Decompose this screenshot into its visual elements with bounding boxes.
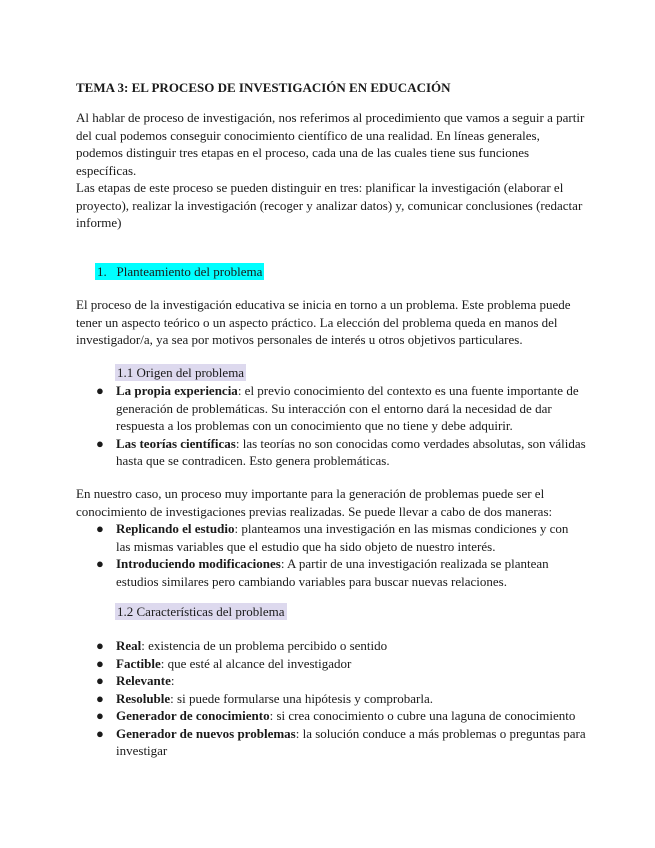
bullet-icon: ●: [96, 725, 104, 741]
list-item: [76, 555, 586, 590]
characteristics-list: [76, 637, 586, 760]
section-1-heading-highlight: [95, 263, 264, 280]
list-item-text: : si puede formularse una hipótesis y comprobarla.: [170, 690, 433, 706]
list-item-term: Resoluble: [116, 690, 171, 706]
case-section: [76, 485, 586, 590]
subsection-1-2-heading: [115, 603, 625, 621]
list-item-text: : si crea conocimiento o cubre una laguna de conocimiento: [269, 708, 576, 723]
intro-paragraph-1: Al hablar de proceso de investigación, nos referimos al procedimiento que vamos a seguir a partir del cual podemos conseguir conocimiento científico de una realidad. En líneas generales, podemos distinguir tres etapas en el proceso, cada una de las cuales tiene sus funciones específicas.: [76, 110, 585, 178]
subsection-1-1-heading-text: 1.1 Origen del problema: [117, 365, 245, 380]
bullet-icon: ●: [96, 435, 104, 451]
list-item-term: Factible: [116, 655, 161, 671]
bullet-icon: ●: [96, 690, 104, 706]
list-item: [76, 672, 586, 690]
list-item: [76, 690, 586, 708]
intro-paragraph-2: Las etapas de este proceso se pueden distinguir en tres: planificar la investigación (elaborar el proyecto), realizar la investigación (recoger y analizar datos) y, comunicar conclusiones (redactar informe): [76, 180, 583, 230]
subsection-1-1-heading: [115, 364, 625, 382]
title-text: TEMA 3: EL PROCESO DE INVESTIGACIÓN EN EDUCACIÓN: [76, 80, 451, 95]
case-paragraph: En nuestro caso, un proceso muy importante para la generación de problemas puede ser el conocimiento de investigaciones previas realizadas. Se puede llevar a cabo de dos maneras:: [76, 486, 553, 519]
section-1-heading: [95, 263, 605, 281]
list-item-text: : las teorías no son conocidas como verdades absolutas, son válidas hasta que se contradicen. Esto genera problemáticas.: [116, 435, 586, 468]
section-1-paragraph: [76, 296, 586, 349]
document-title: [76, 79, 586, 97]
subsection-1-2-heading-text: 1.2 Características del problema: [117, 604, 285, 619]
list-item-term: Las teorías científicas: [116, 435, 236, 451]
list-item-term: Generador de conocimiento: [116, 708, 270, 723]
bullet-icon: ●: [96, 556, 104, 571]
bullet-icon: ●: [96, 383, 104, 398]
bullet-icon: ●: [96, 708, 104, 723]
section-1-number: 1.: [97, 264, 107, 279]
list-item-term: Generador de nuevos problemas: [116, 725, 296, 741]
list-item-text: : planteamos una investigación en las mismas condiciones y con las mismas variables que el estudio que ha sido objeto de nuestro interés.: [116, 521, 569, 554]
section-1-paragraph-text: El proceso de la investigación educativa se inicia en torno a un problema. Este problema puede tener un aspecto teórico o un aspecto práctico. La elección del problema queda en manos del investigador/a, ya sea por motivos personales de interés u otros objetivos particulares.: [76, 297, 571, 347]
list-item-term: Real: [116, 638, 142, 653]
list-item-term: Introduciendo modificaciones: [116, 556, 281, 571]
section-1-heading-text: Planteamiento del problema: [116, 264, 263, 279]
list-item-text: :: [170, 673, 175, 688]
intro-section: [76, 109, 586, 232]
list-item: [76, 655, 586, 673]
list-item: [76, 725, 586, 760]
bullet-icon: ●: [96, 655, 104, 671]
list-item-text: : A partir de una investigación realizada se plantean estudios similares pero cambiando variables para buscar nuevas relaciones.: [116, 556, 549, 589]
list-item: [76, 435, 586, 470]
list-item: [76, 382, 586, 435]
list-item-text: : existencia de un problema percibido o sentido: [141, 638, 388, 653]
list-item-text: : que esté al alcance del investigador: [160, 655, 352, 671]
list-item-text: : el previo conocimiento del contexto es una fuente importante de generación de problemáticas. Su interacción con el entorno dará la necesidad de dar respuesta a los problemas con un conocimiento que no tiene y debe adquirir.: [116, 383, 579, 433]
bullet-icon: ●: [96, 673, 104, 688]
bullet-icon: ●: [96, 638, 104, 653]
list-item: [76, 637, 586, 655]
list-item: [76, 520, 586, 555]
list-item-term: La propia experiencia: [116, 383, 238, 398]
list-item-term: Replicando el estudio: [116, 521, 235, 536]
origin-list: [76, 382, 586, 470]
list-item-text: : la solución conduce a más problemas o preguntas para investigar: [116, 725, 586, 758]
list-item-term: Relevante: [116, 673, 171, 688]
list-item: [76, 707, 586, 725]
bullet-icon: ●: [96, 521, 104, 536]
